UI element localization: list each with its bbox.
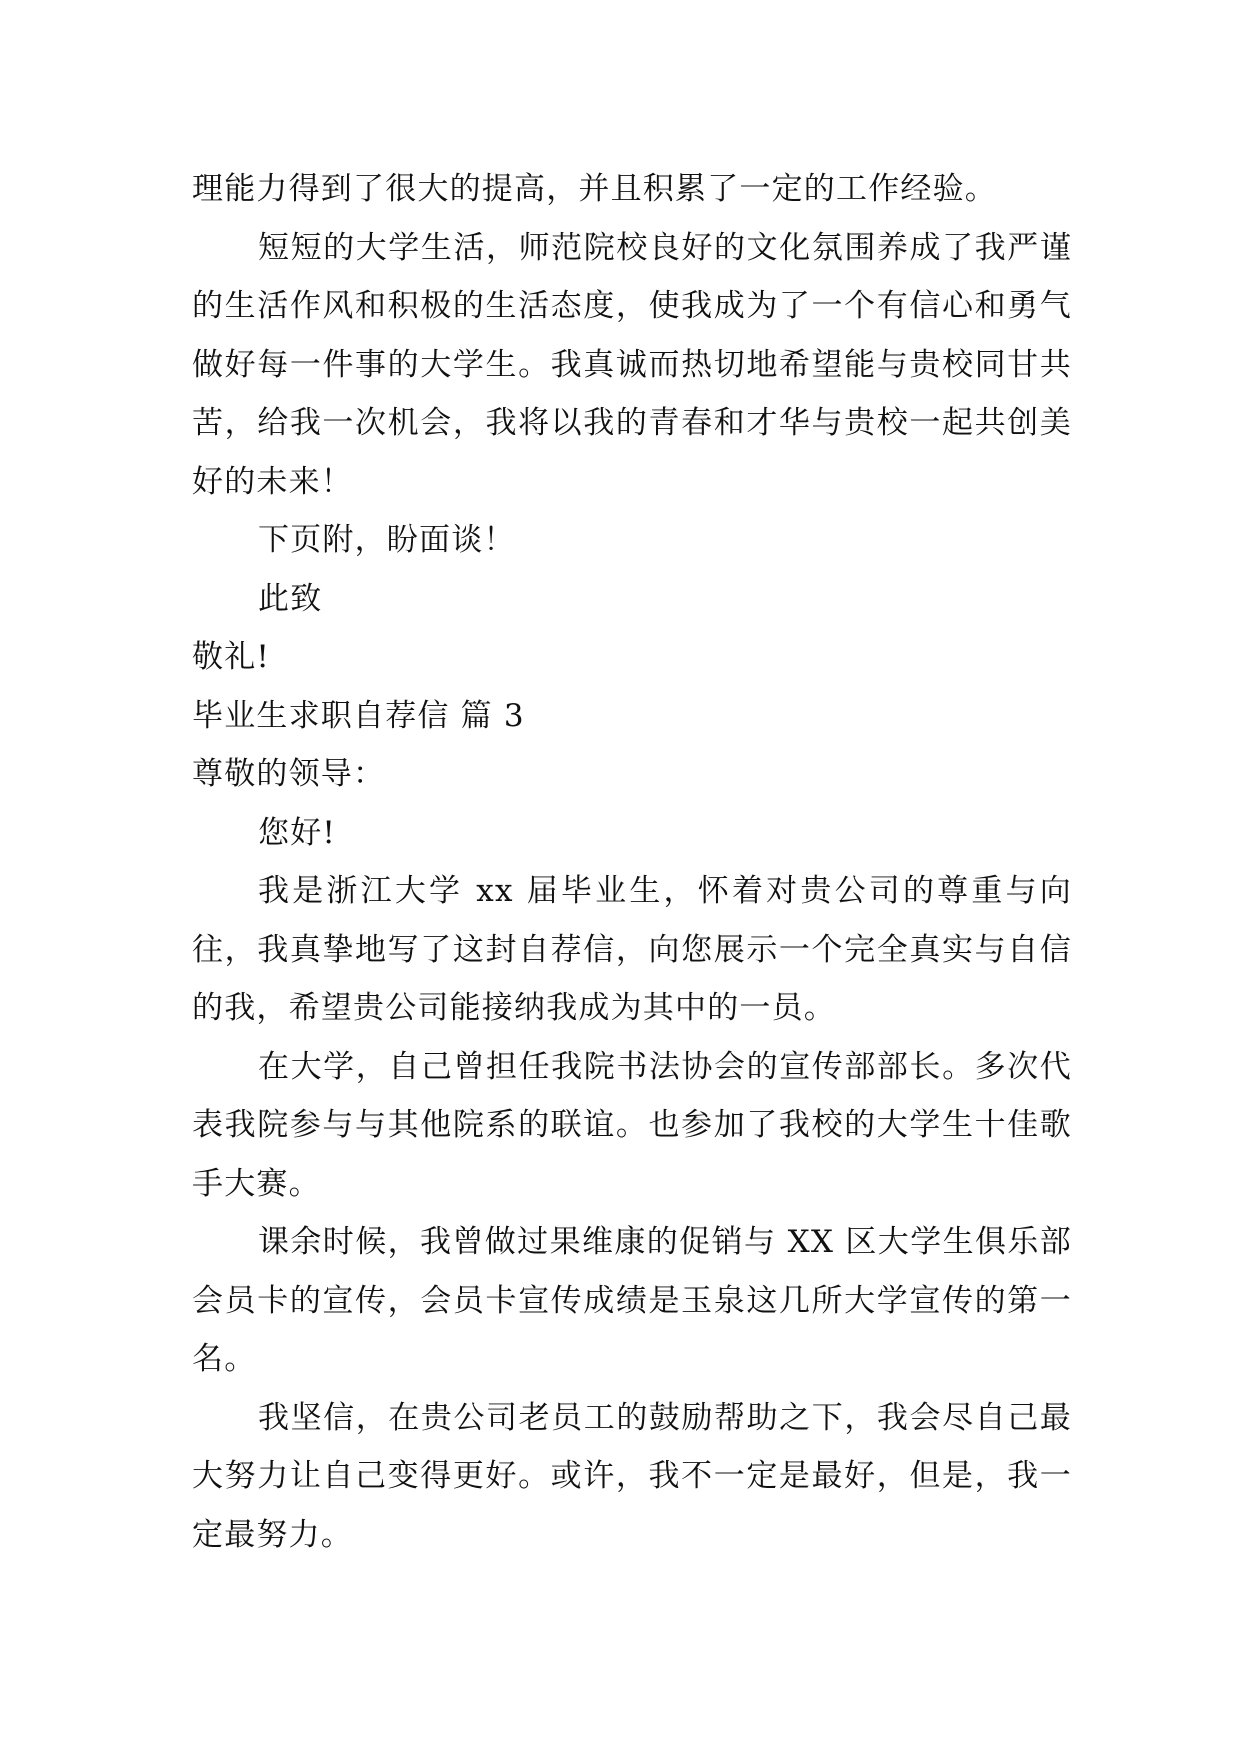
- letter-greeting: 您好!: [258, 814, 337, 851]
- paragraph-university-activities: 在大学，自己曾担任我院书法协会的宣传部部长。多次代表我院参与与其他院系的联谊。也参加了我校的大学生十佳歌手大赛。: [192, 1048, 1072, 1202]
- paragraph-interview-request: 下页附，盼面谈！: [258, 522, 516, 558]
- document-body: [192, 160, 1072, 1564]
- paragraph-school-life: 短短的大学生活，师范院校良好的文化氛围养成了我严谨的生活作风和积极的生活态度，使我成为了一个有信心和勇气做好每一件事的大学生。我真诚而热切地希望能与贵校同甘共苦，给我一次机会，我将以我的青春和才华与贵校一起共创美好的未来！: [192, 229, 1072, 500]
- paragraph-commitment: 我坚信，在贵公司老员工的鼓励帮助之下，我会尽自己最大努力让自己变得更好。或许，我不一定是最好，但是，我一定最努力。: [192, 1399, 1072, 1553]
- letter-addressee: 尊敬的领导：: [192, 756, 386, 792]
- closing-regards: 敬礼!: [192, 639, 271, 675]
- paragraph-introduction: 我是浙江大学 xx 届毕业生，怀着对贵公司的尊重与向往，我真挚地写了这封自荐信，向您展示一个完全真实与自信的我，希望贵公司能接纳我成为其中的一员。: [192, 873, 1072, 1026]
- closing-salutation: 此致: [258, 580, 323, 617]
- section-title: 毕业生求职自荐信 篇 3: [192, 697, 525, 734]
- paragraph-part-time-work: 课余时候，我曾做过果维康的促销与 XX 区大学生俱乐部会员卡的宣传，会员卡宣传成绩是玉泉这几所大学宣传的第一名。: [192, 1224, 1072, 1377]
- paragraph-continued: 理能力得到了很大的提高，并且积累了一定的工作经验。: [192, 171, 997, 207]
